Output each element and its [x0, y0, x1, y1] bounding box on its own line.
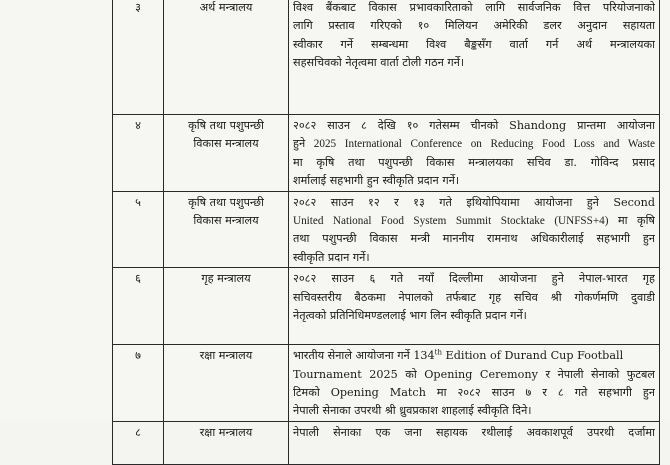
- ministry-name: रक्षा मन्त्रालय: [199, 349, 253, 363]
- decision-text: भारतीय सेनाले आयोजना गर्ने 134: [293, 349, 435, 363]
- decision-line: हुने 2025 International Conference on Reducing Food Loss and Waste: [293, 138, 655, 151]
- ministry-name: गृह मन्त्रालय: [201, 272, 251, 286]
- serial-number: ८: [113, 421, 164, 464]
- decision-cell: [289, 268, 660, 345]
- decision-cell: [289, 115, 660, 192]
- table-row: [113, 0, 660, 115]
- ministry-name: अर्थ मन्त्रालय: [199, 1, 253, 14]
- decision-line: तथा पशुपन्छी विकास मन्त्री माननीय रामनाथ अधिकारीलाई सहभागी हुन: [293, 232, 655, 246]
- ministry-name: कृषि तथा पशुपन्छी: [188, 195, 264, 209]
- decision-line: स्वीकृति प्रदान गर्ने।: [293, 250, 370, 264]
- table-row: [113, 345, 660, 422]
- decision-line: लागि प्रस्ताव गरिएको १० मिलियन अमेरिकी डलर अनुदान सहायता: [293, 19, 655, 33]
- decision-line: विश्व बैंकबाट विकास प्रभावकारिताको लागि सार्वजनिक वित्त परियोजनाको: [293, 1, 655, 14]
- table-row: [113, 421, 660, 464]
- decision-line: नेपाली सेनाका उपरथी श्री ध्रुवप्रकाश शाहलाई स्वीकृति दिने।: [293, 404, 532, 418]
- ministry-cell: [164, 115, 289, 192]
- ministry-cell: [164, 421, 289, 464]
- decision-line: नेपाली सेनाका एक जना सहायक रथीलाई अवकाशपूर्व उपरथी दर्जामा: [293, 425, 655, 439]
- decision-cell: [289, 421, 660, 464]
- decision-table: [112, 0, 660, 465]
- ministry-cell: [164, 0, 289, 115]
- decision-line: स्वीकार गर्ने सम्बन्धमा विश्व बैङ्कसँग वार्ता गर्न अर्थ मन्त्रालयका: [293, 37, 655, 51]
- decision-line: २०८२ साउन १२ र १३ गते इथियोपियामा आयोजना हुने Second: [293, 195, 655, 209]
- decision-cell: [289, 191, 660, 268]
- decision-text: Edition of Durand Cup Football: [442, 349, 624, 363]
- decision-line: नेतृत्वको प्रतिनिधिमण्डललाई भाग लिन स्वीकृति प्रदान गर्ने।: [293, 309, 527, 323]
- decision-cell: [289, 0, 660, 115]
- table-row: [113, 268, 660, 345]
- ministry-cell: [164, 191, 289, 268]
- decision-line: सहसचिवको नेतृत्वमा वार्ता टोली गठन गर्ने।: [293, 56, 465, 70]
- serial-number: ३: [113, 0, 164, 115]
- serial-number: ४: [113, 115, 164, 192]
- decision-line: सचिवस्तरीय बैठकमा नेपालको तर्फबाट गृह सचिव श्री गोकर्णमणि दुवाडी: [293, 290, 655, 304]
- decision-line: २०८२ साउन ८ देखि १० गतेसम्म चीनको Shandong प्रान्तमा आयोजना: [293, 119, 655, 132]
- decision-line: Tournament 2025 को Opening Ceremony र नेपाली सेनाको फुटबल: [293, 367, 655, 381]
- serial-number: ७: [113, 345, 164, 422]
- table-row: [113, 115, 660, 192]
- ministry-name: कृषि तथा पशुपन्छी: [188, 119, 264, 132]
- ministry-name: विकास मन्त्रालय: [193, 137, 259, 151]
- ministry-name: रक्षा मन्त्रालय: [199, 425, 253, 439]
- decision-line: [293, 347, 655, 365]
- decision-line: २०८२ साउन ६ गते नयाँ दिल्लीमा आयोजना हुने नेपाल-भारत गृह: [293, 272, 655, 286]
- ministry-name: विकास मन्त्रालय: [193, 214, 259, 228]
- ministry-cell: [164, 345, 289, 422]
- ministry-cell: [164, 268, 289, 345]
- table-row: [113, 191, 660, 268]
- serial-number: ६: [113, 268, 164, 345]
- decision-line: टिमको Opening Match मा २०८२ साउन ७ र ८ गते सहभागी हुन: [293, 386, 655, 400]
- decision-line: United National Food System Summit Stocktake (UNFSS+4) मा कृषि: [293, 215, 655, 228]
- decision-line: शर्मालाई सहभागी हुन स्वीकृति प्रदान गर्ने।: [293, 174, 460, 188]
- decision-line: मा कृषि तथा पशुपन्छी विकास मन्त्रालयका सचिव डा. गोविन्द प्रसाद: [293, 155, 655, 169]
- serial-number: ५: [113, 191, 164, 268]
- ordinal-suffix: th: [434, 348, 442, 357]
- decision-cell: [289, 345, 660, 422]
